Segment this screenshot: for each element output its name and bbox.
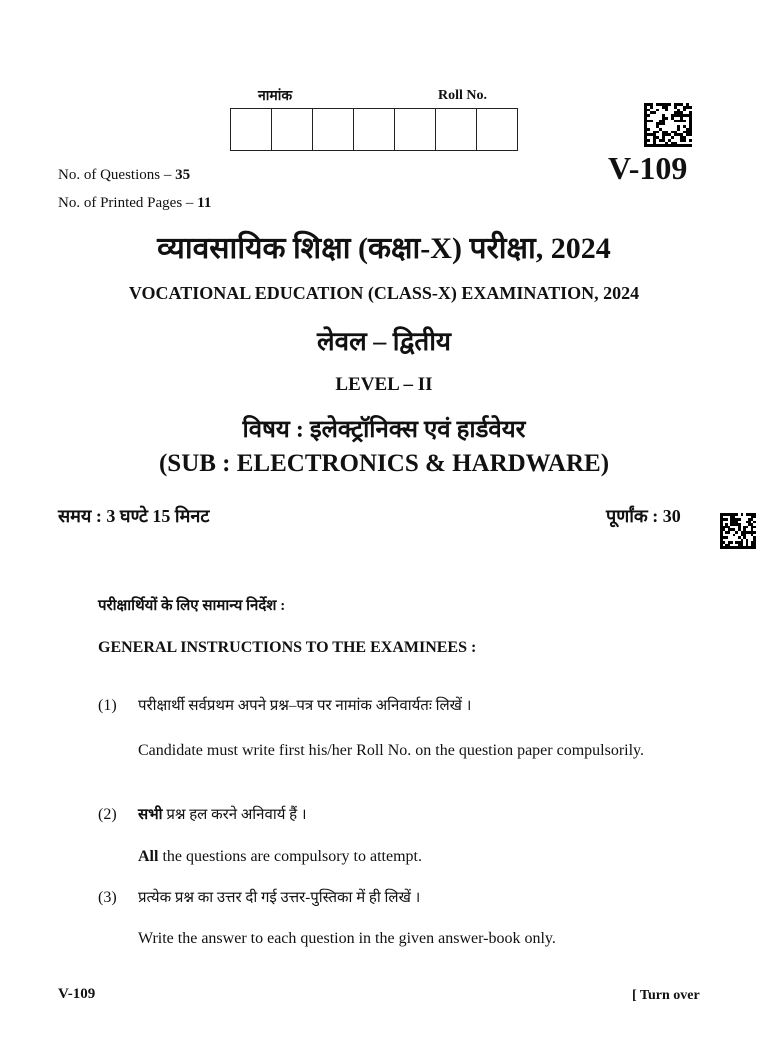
page-count-label: No. of Printed Pages –: [58, 195, 198, 211]
instruction-number: (1): [98, 697, 117, 714]
footer-paper-code: V-109: [58, 986, 96, 1002]
question-count: [58, 167, 190, 184]
roll-label-english: Roll No.: [438, 88, 487, 103]
roll-number-boxes[interactable]: [230, 108, 518, 151]
instruction-number: (3): [98, 889, 117, 906]
emphasis: All: [138, 848, 159, 865]
instruction-text-hindi: [138, 804, 307, 824]
qr-code: [720, 513, 756, 549]
instruction-number: (2): [98, 806, 117, 823]
title-english: VOCATIONAL EDUCATION (CLASS-X) EXAMINATION, 2024: [128, 283, 640, 303]
roll-label-hindi: नामांक: [258, 89, 293, 104]
level-english: LEVEL – II: [335, 374, 433, 395]
text: प्रश्न हल करने अनिवार्य हैं ।: [162, 807, 307, 823]
turn-over-note: [ Turn over: [632, 988, 700, 1003]
instruction-text-english: Candidate must write first his/her Roll No. on the question paper compulsorily.: [138, 742, 644, 759]
page-count: [58, 195, 211, 212]
datamatrix-code: [644, 103, 692, 147]
text: the questions are compulsory to attempt.: [158, 848, 422, 865]
instructions-heading-hindi: परीक्षार्थियों के लिए सामान्य निर्देश :: [98, 598, 286, 614]
subject-hindi: विषय : इलेक्ट्रॉनिक्स एवं हार्डवेयर: [242, 417, 526, 443]
instructions-heading-english: GENERAL INSTRUCTIONS TO THE EXAMINEES :: [98, 639, 477, 656]
max-marks: पूर्णांक : 30: [606, 506, 681, 526]
question-count-value: 35: [175, 167, 191, 183]
level-hindi: लेवल – द्वितीय: [316, 327, 452, 356]
exam-duration: समय : 3 घण्टे 15 मिनट: [58, 506, 210, 526]
instruction-text-hindi: प्रत्येक प्रश्न का उत्तर दी गई उत्तर-पुस्तिका में ही लिखें ।: [138, 890, 421, 906]
question-count-label: No. of Questions –: [58, 167, 176, 183]
subject-english: (SUB : ELECTRONICS & HARDWARE): [158, 450, 610, 477]
emphasis: सभी: [138, 807, 163, 823]
page-count-value: 11: [197, 195, 212, 211]
title-hindi: व्यावसायिक शिक्षा (कक्षा-X) परीक्षा, 2024: [157, 232, 611, 265]
paper-code: V-109: [608, 150, 688, 186]
instruction-text-english: Write the answer to each question in the given answer-book only.: [138, 930, 556, 947]
instruction-text-hindi: परीक्षार्थी सर्वप्रथम अपने प्रश्न–पत्र पर नामांक अनिवार्यतः लिखें ।: [138, 698, 472, 714]
instruction-text-english: [138, 848, 422, 866]
